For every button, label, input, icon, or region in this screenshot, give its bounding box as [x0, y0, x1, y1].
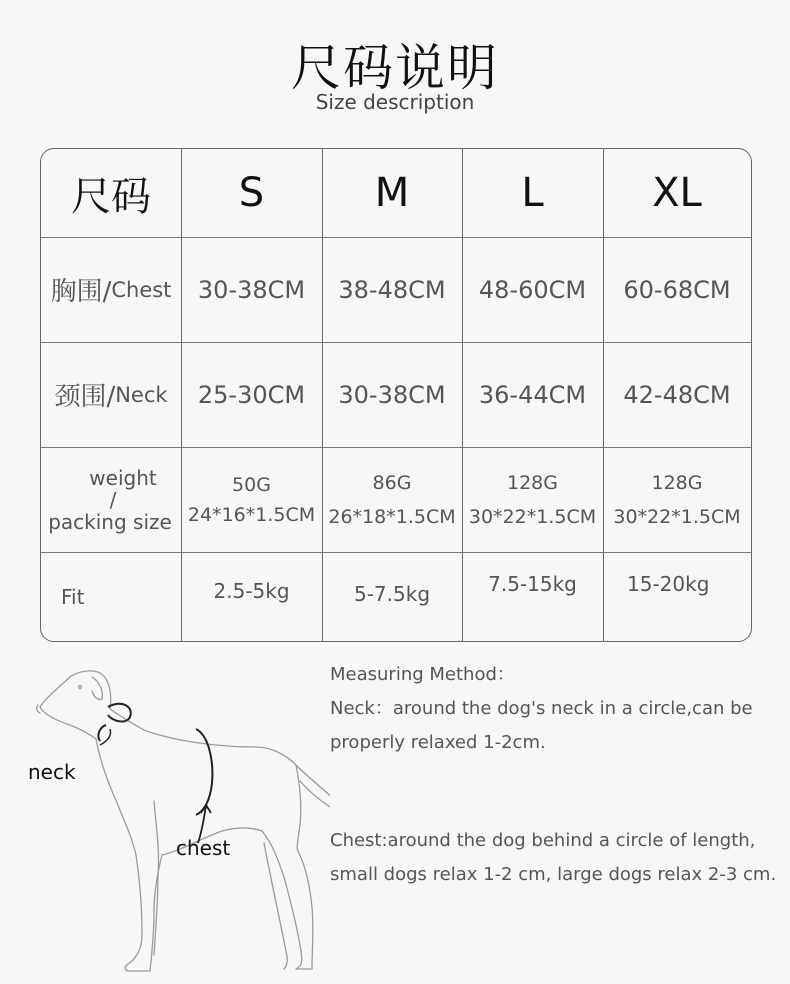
neck-label-cn: 颈围/	[54, 382, 116, 412]
chest-value-l: 48-60CM	[478, 275, 587, 304]
neck-label-en: Neck	[115, 382, 168, 407]
weight-cell-xl	[603, 447, 751, 552]
neck-value-l: 36-44CM	[478, 380, 587, 409]
neck-measure-line1: Neck：around the dog's neck in a circle,can be	[330, 698, 753, 719]
weight-value-xl: 128G	[651, 471, 703, 494]
neck-measure-line2: properly relaxed 1-2cm.	[330, 732, 546, 753]
chest-measure-line1: Chest:around the dog behind a circle of length,	[330, 830, 756, 851]
fit-value-m: 5-7.5kg	[353, 582, 431, 606]
weight-cell-l	[462, 447, 603, 552]
neck-diagram-label: neck	[28, 760, 76, 784]
chest-label-cn: 胸围/	[50, 277, 112, 307]
size-table	[40, 148, 752, 642]
neck-value-xl: 42-48CM	[623, 380, 731, 409]
chest-diagram-label: chest	[176, 836, 231, 860]
packing-value-m: 26*18*1.5CM	[328, 505, 456, 528]
neck-value-s: 25-30CM	[197, 380, 306, 409]
size-header-xl: XL	[652, 170, 702, 216]
chest-row-label	[41, 237, 181, 342]
weight-cell-s	[181, 447, 322, 552]
chest-measure-line2: small dogs relax 1-2 cm, large dogs relax 2-3 cm.	[330, 864, 777, 885]
weight-cell-m	[322, 447, 462, 552]
size-header-label: 尺码	[71, 173, 151, 220]
packing-size-label: packing size	[48, 509, 172, 534]
dog-measurement-diagram	[0, 655, 330, 975]
weight-value-s: 50G	[232, 473, 271, 496]
size-header-s: S	[238, 170, 265, 216]
weight-row-label	[41, 447, 181, 552]
fit-value-s: 2.5-5kg	[213, 579, 290, 603]
weight-value-l: 128G	[507, 471, 558, 494]
neck-value-m: 30-38CM	[338, 380, 446, 409]
page-subtitle: Size description	[315, 90, 475, 114]
fit-value-xl: 15-20kg	[627, 572, 710, 596]
page-title: 尺码说明	[291, 39, 499, 97]
chest-value-s: 30-38CM	[197, 275, 306, 304]
chest-label-en: Chest	[111, 277, 172, 302]
weight-value-m: 86G	[372, 471, 412, 494]
fit-value-l: 7.5-15kg	[488, 572, 577, 596]
size-header-l: L	[521, 170, 544, 216]
weight-label-separator: /	[109, 487, 117, 512]
neck-row-label	[41, 342, 181, 447]
chest-value-m: 38-48CM	[338, 275, 446, 304]
packing-value-l: 30*22*1.5CM	[468, 505, 597, 528]
packing-value-s: 24*16*1.5CM	[187, 503, 316, 526]
fit-label: Fit	[61, 584, 85, 609]
measuring-method-heading: Measuring Method：	[330, 664, 515, 685]
size-header-m: M	[374, 170, 410, 216]
chest-value-xl: 60-68CM	[623, 275, 731, 304]
packing-value-xl: 30*22*1.5CM	[613, 505, 741, 528]
weight-label: weight	[89, 465, 157, 490]
